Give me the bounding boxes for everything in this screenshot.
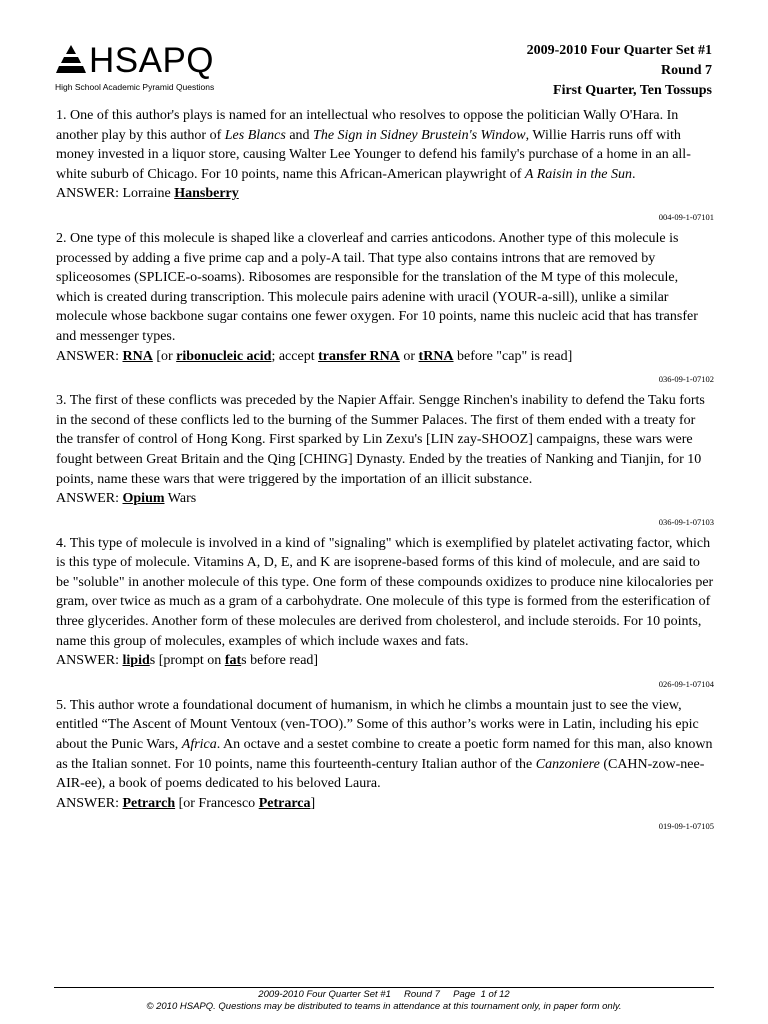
answer-text-segment: or <box>399 348 419 364</box>
round-label: Round 7 <box>661 63 712 78</box>
question-number: 4. <box>56 535 67 551</box>
question-text-segment: One of this author's plays is named for an intellectual who resolves to oppose the politician Wally O'Hara. In another play by this author of <box>56 108 679 143</box>
question-text-segment: and <box>285 127 314 143</box>
set-title: 2009-2010 Four Quarter Set #1 <box>526 43 712 58</box>
answer-text-segment: ; accept <box>271 348 319 364</box>
answer-text-segment: ANSWER: <box>56 491 123 507</box>
question-code: 036-09-1-07103 <box>658 516 714 527</box>
question-text-segment: . <box>631 166 636 182</box>
hsapq-logo <box>55 41 245 94</box>
question-text <box>56 534 714 652</box>
footer-page-info: 2009-2010 Four Quarter Set #1 Round 7 Page 1 of 12 <box>258 989 510 1000</box>
question-code: 019-09-1-07105 <box>658 821 714 832</box>
required-answer: ribonucleic acid <box>176 348 272 364</box>
answer-text-segment: ANSWER: <box>56 795 123 811</box>
quarter-label: First Quarter, Ten Tossups <box>553 83 712 98</box>
answer-line <box>56 184 714 204</box>
question-text-segment: One type of this molecule is shaped like a cloverleaf and carries anticodons. Another type of this molecule is processed by adding a five prime cap and a poly-A tail. That type also contains introns that are removed by spliceosomes (SPLICE-o-soams). Ribosomes are responsible for the translation of the M type of this molecule, which is created during transcription. This molecule pairs adenine with uracil (YOUR-a-sill), unlike a similar molecule whose backbone sugar contains one fewer oxygen. For 10 points, name this nucleic acid that has transfer and messenger types. <box>56 230 698 344</box>
question-text-segment: , Willie Harris runs off with money invested in a liquor store, causing Walter Lee Younger to defend his family's purchase of a home in an all-white suburb of Chicago. For 10 points, name this African-American playwright of <box>56 127 691 182</box>
question-text-segment: The first of these conflicts was preceded by the Napier Affair. Sengge Rinchen's inability to defend the Taku forts in the second of these conflicts led to the burning of the Summer Palaces. The first of them ended with a treaty for the transfer of control of Hong Kong. First sparked by Lin Zexu's [LIN zay-SHOOZ] campaigns, these wars were fought between Great Britain and the Qing [CHING] Dynasty. Ended by the treaties of Nanking and Tianjin, for 10 points, name these wars that were triggered by the importation of an illicit substance. <box>56 393 705 487</box>
logo-tagline: High School Academic Pyramid Questions <box>55 82 215 92</box>
question-text-segment: (CAHN-zow-nee-AIR-ee), a book of poems dedicated to his beloved Laura. <box>56 756 705 792</box>
question-text <box>56 696 714 794</box>
italic-title: Les Blancs <box>224 127 286 143</box>
answer-line <box>56 651 714 671</box>
italic-title: Canzoniere <box>535 756 600 772</box>
question-text <box>56 391 714 489</box>
answer-text-segment: Wars <box>164 491 197 507</box>
italic-title: A Raisin in the Sun <box>524 166 632 182</box>
tossup-question <box>56 229 714 385</box>
logo-wordmark: HSAPQ <box>89 41 215 80</box>
required-answer: fat <box>224 653 242 669</box>
tossup-question <box>56 106 714 223</box>
questions-list <box>56 106 714 838</box>
required-answer: Opium <box>122 491 165 507</box>
required-answer: Hansberry <box>174 186 239 202</box>
tossup-question <box>56 534 714 690</box>
answer-text-segment: s [prompt on <box>149 653 225 669</box>
question-text-segment: This type of molecule is involved in a kind of "signaling" which is exemplified by platelet activating factor, which is this type of molecule. Vitamins A, D, E, and K are isoprene-based forms of this kind of molecule, and are said to be "soluble" in another molecule of this type. One form of these compounds oxidizes to produce nine kilocalories per gram, over twice as much as a gram of a carbohydrate. One molecule of this type is formed from the esterification of three glycerides. Another form of these molecules are derived from cholesterol, and include steroids. For 10 points, name this group of molecules, examples of which include waxes and fats. <box>56 535 714 649</box>
question-text-segment: This author wrote a foundational document of humanism, in which he climbs a mountain just to see the view, entitled “The Ascent of Mount Ventoux (ven-TOO).” Some of this author’s works were in Latin, including his epic about the Punic Wars, <box>56 697 699 753</box>
question-number: 2. <box>56 230 67 246</box>
question-number: 5. <box>56 697 67 713</box>
italic-title: Africa <box>181 737 217 753</box>
italic-title: The Sign in Sidney Brustein's Window <box>313 127 526 143</box>
required-answer: RNA <box>122 348 153 364</box>
question-code: 036-09-1-07102 <box>658 374 714 385</box>
required-answer: lipid <box>122 653 150 669</box>
answer-line <box>56 347 714 367</box>
answer-text-segment: ANSWER: Lorraine <box>56 186 175 202</box>
tossup-question <box>56 696 714 833</box>
question-code: 026-09-1-07104 <box>658 678 714 689</box>
set-info <box>527 41 712 101</box>
answer-text-segment: ANSWER: <box>56 348 123 364</box>
answer-line <box>56 794 714 814</box>
required-answer: transfer RNA <box>318 348 400 364</box>
required-answer: tRNA <box>418 348 454 364</box>
page-footer <box>54 987 714 1013</box>
question-text <box>56 106 714 184</box>
answer-line <box>56 489 714 509</box>
tossup-question <box>56 391 714 528</box>
pyramid-icon <box>55 44 87 78</box>
required-answer: Petrarca <box>258 795 311 811</box>
question-number: 1. <box>56 108 67 123</box>
required-answer: Petrarch <box>122 795 176 811</box>
answer-text-segment: ANSWER: <box>56 653 123 669</box>
question-text <box>56 229 714 347</box>
question-code: 004-09-1-07101 <box>658 211 714 222</box>
question-number: 3. <box>56 393 67 409</box>
answer-text-segment: ] <box>310 795 316 811</box>
question-text-segment: . An octave and a sestet combine to create a poetic form named for this man, also known as the Italian sonnet. For 10 points, name this fourteenth-century Italian author of the <box>56 737 713 772</box>
answer-text-segment: [or Francesco <box>175 795 259 811</box>
answer-text-segment: [or <box>152 348 177 364</box>
answer-text-segment: before "cap" is read] <box>453 348 573 364</box>
page-header <box>0 0 768 108</box>
footer-copyright: © 2010 HSAPQ. Questions may be distributed to teams in attendance at this tournament only, in paper form only. <box>146 1001 622 1012</box>
answer-text-segment: s before read] <box>241 653 319 669</box>
